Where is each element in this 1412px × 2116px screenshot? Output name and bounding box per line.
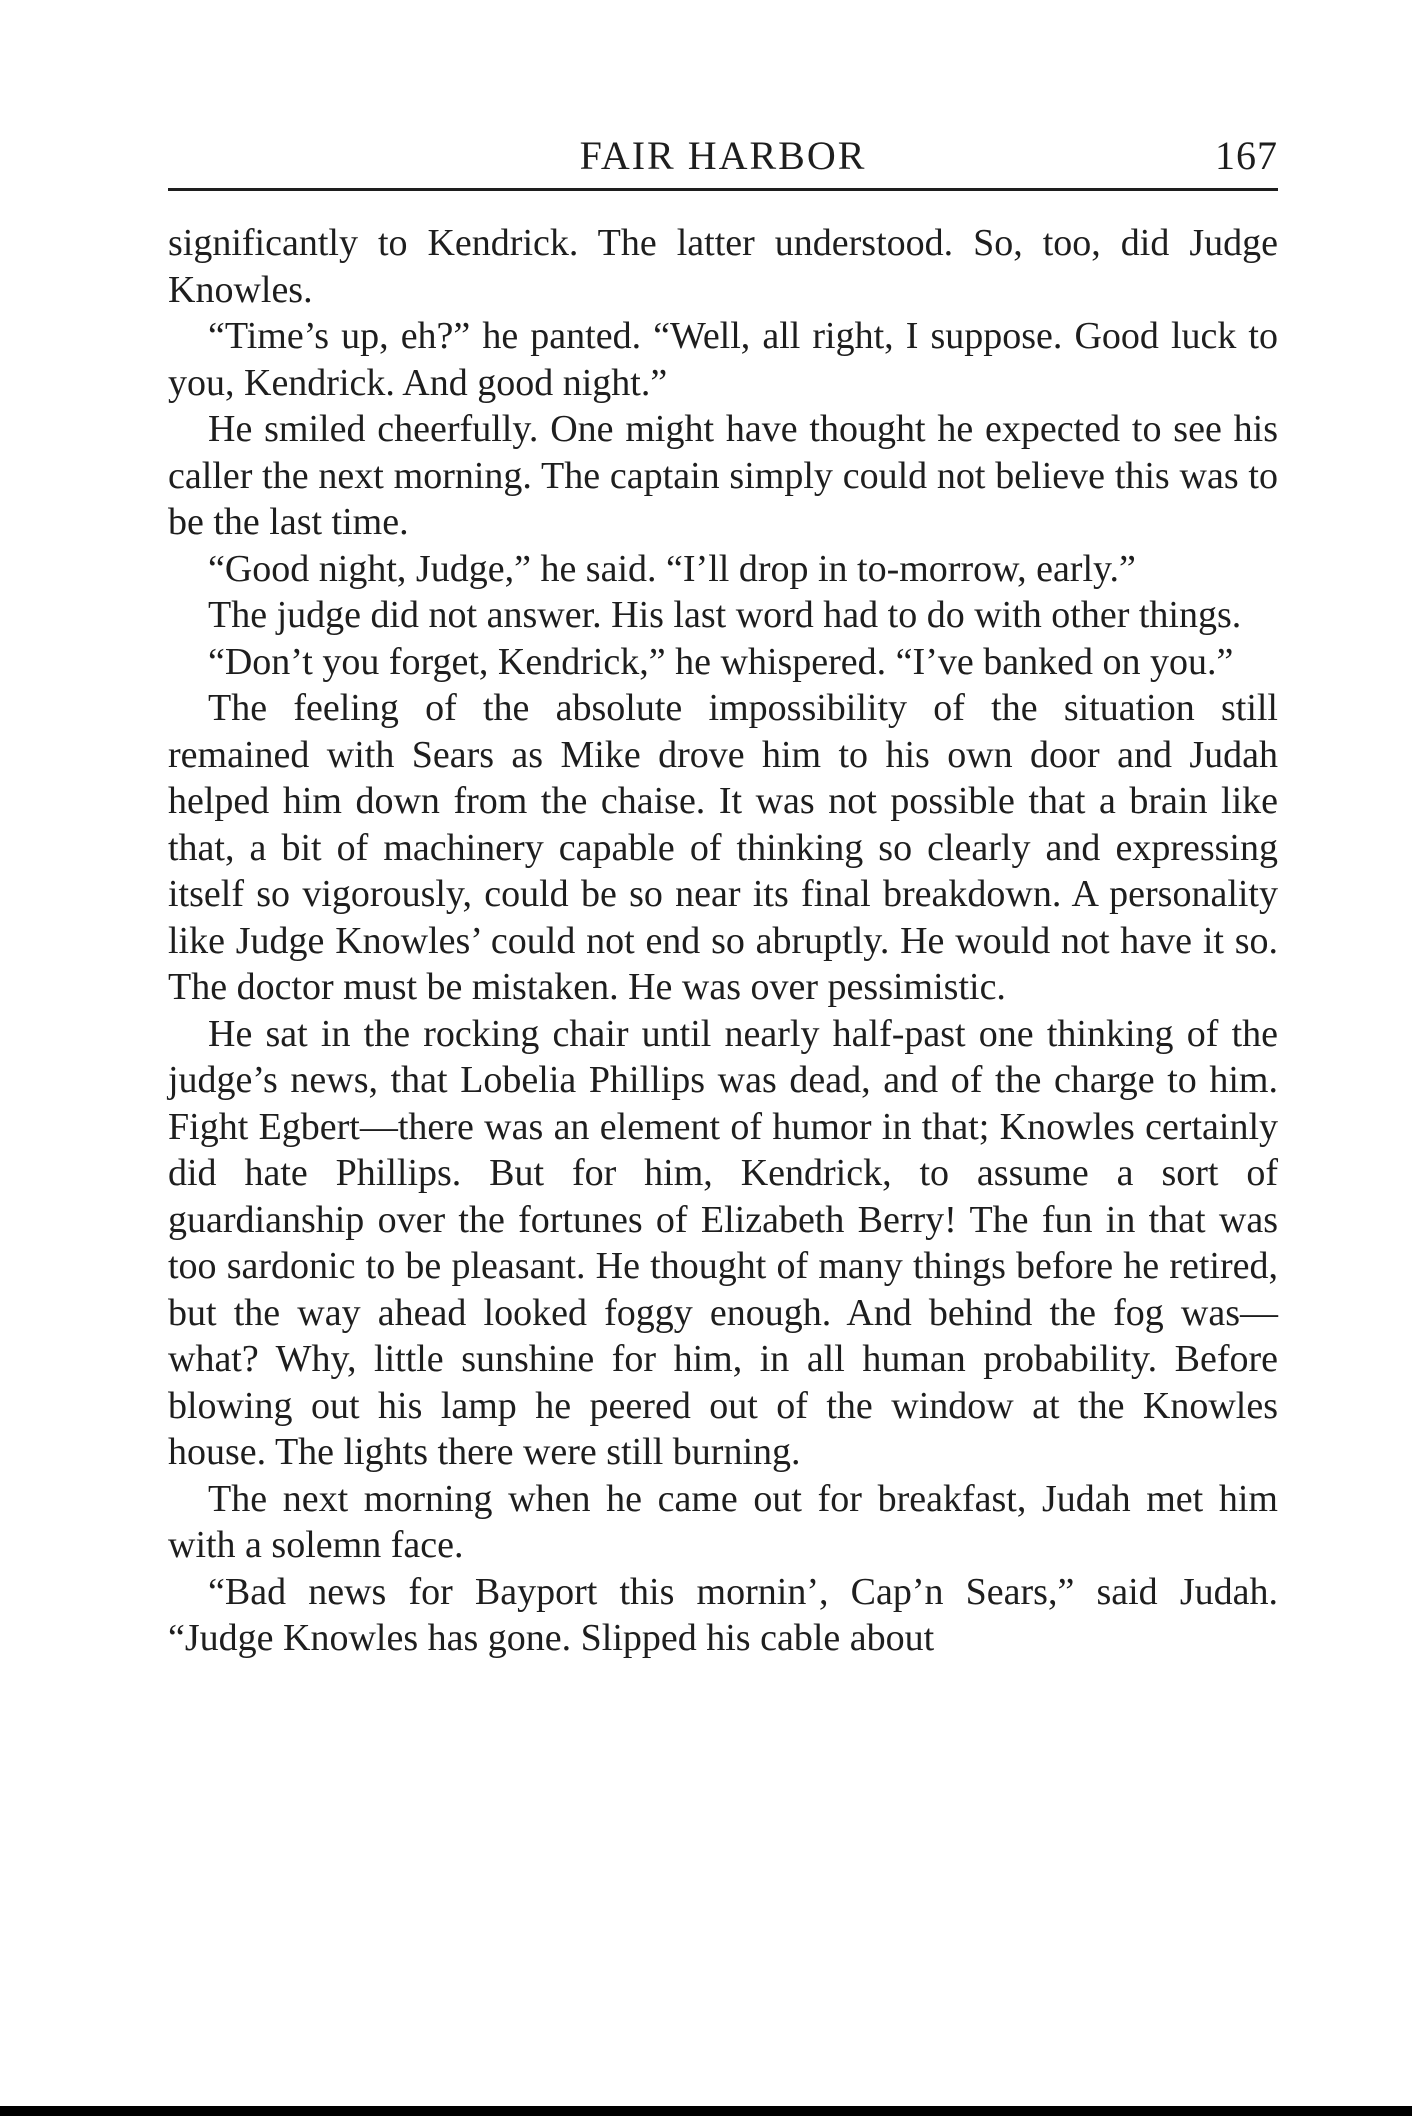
paragraph: “Time’s up, eh?” he panted. “Well, all right, I suppose. Good luck to you, Kendrick. And good night.” (168, 315, 1278, 404)
running-head (168, 128, 1278, 184)
paragraph: The next morning when he came out for breakfast, Judah met him with a solemn face. (168, 1477, 1278, 1566)
paragraph: “Don’t you forget, Kendrick,” he whispered. “I’ve banked on you.” (208, 640, 1234, 683)
paragraph: He sat in the rocking chair until nearly half-past one thinking of the judge’s news, that Lobelia Phillips was dead, and of the charge to him. Fight Egbert—there was an element of humor in that; Knowles certainly did hate Phillips. But for him, Kendrick, to assume a sort of guardianship over the fortunes of Elizabeth Berry! The fun in that was too sardonic to be pleasant. He thought of many things before he retired, but the way ahead looked foggy enough. And behind the fog was—what? Why, little sunshine for him, in all human probability. Before blowing out his lamp he peered out of the window at the Knowles house. The lights there were still burning. (168, 1012, 1278, 1473)
scan-bottom-edge (0, 2106, 1412, 2116)
paragraph: “Bad news for Bayport this mornin’, Cap’n Sears,” said Judah. “Judge Knowles has gone. Slipped his cable about (168, 1570, 1278, 1659)
running-head-title: FAIR HARBOR (579, 133, 867, 178)
page-number: 167 (1215, 133, 1278, 178)
paragraph: “Good night, Judge,” he said. “I’ll drop in to-morrow, early.” (208, 547, 1136, 590)
header-rule (168, 188, 1278, 191)
paragraph: He smiled cheerfully. One might have thought he expected to see his caller the next morning. The captain simply could not believe this was to be the last time. (168, 408, 1278, 543)
paragraph: The judge did not answer. His last word had to do with other things. (208, 594, 1242, 636)
paragraph: significantly to Kendrick. The latter understood. So, too, did Judge Knowles. (168, 222, 1278, 311)
paragraph: The feeling of the absolute impossibility of the situation still remained with Sears as Mike drove him to his own door and Judah helped him down from the chaise. It was not possible that a brain like that, a bit of machinery capable of thinking so clearly and expressing itself so vigorously, could be so near its final breakdown. A personality like Judge Knowles’ could not end so abruptly. He would not have it so. The doctor must be mistaken. He was over pessimistic. (168, 687, 1278, 1008)
body-text (168, 220, 1278, 1662)
